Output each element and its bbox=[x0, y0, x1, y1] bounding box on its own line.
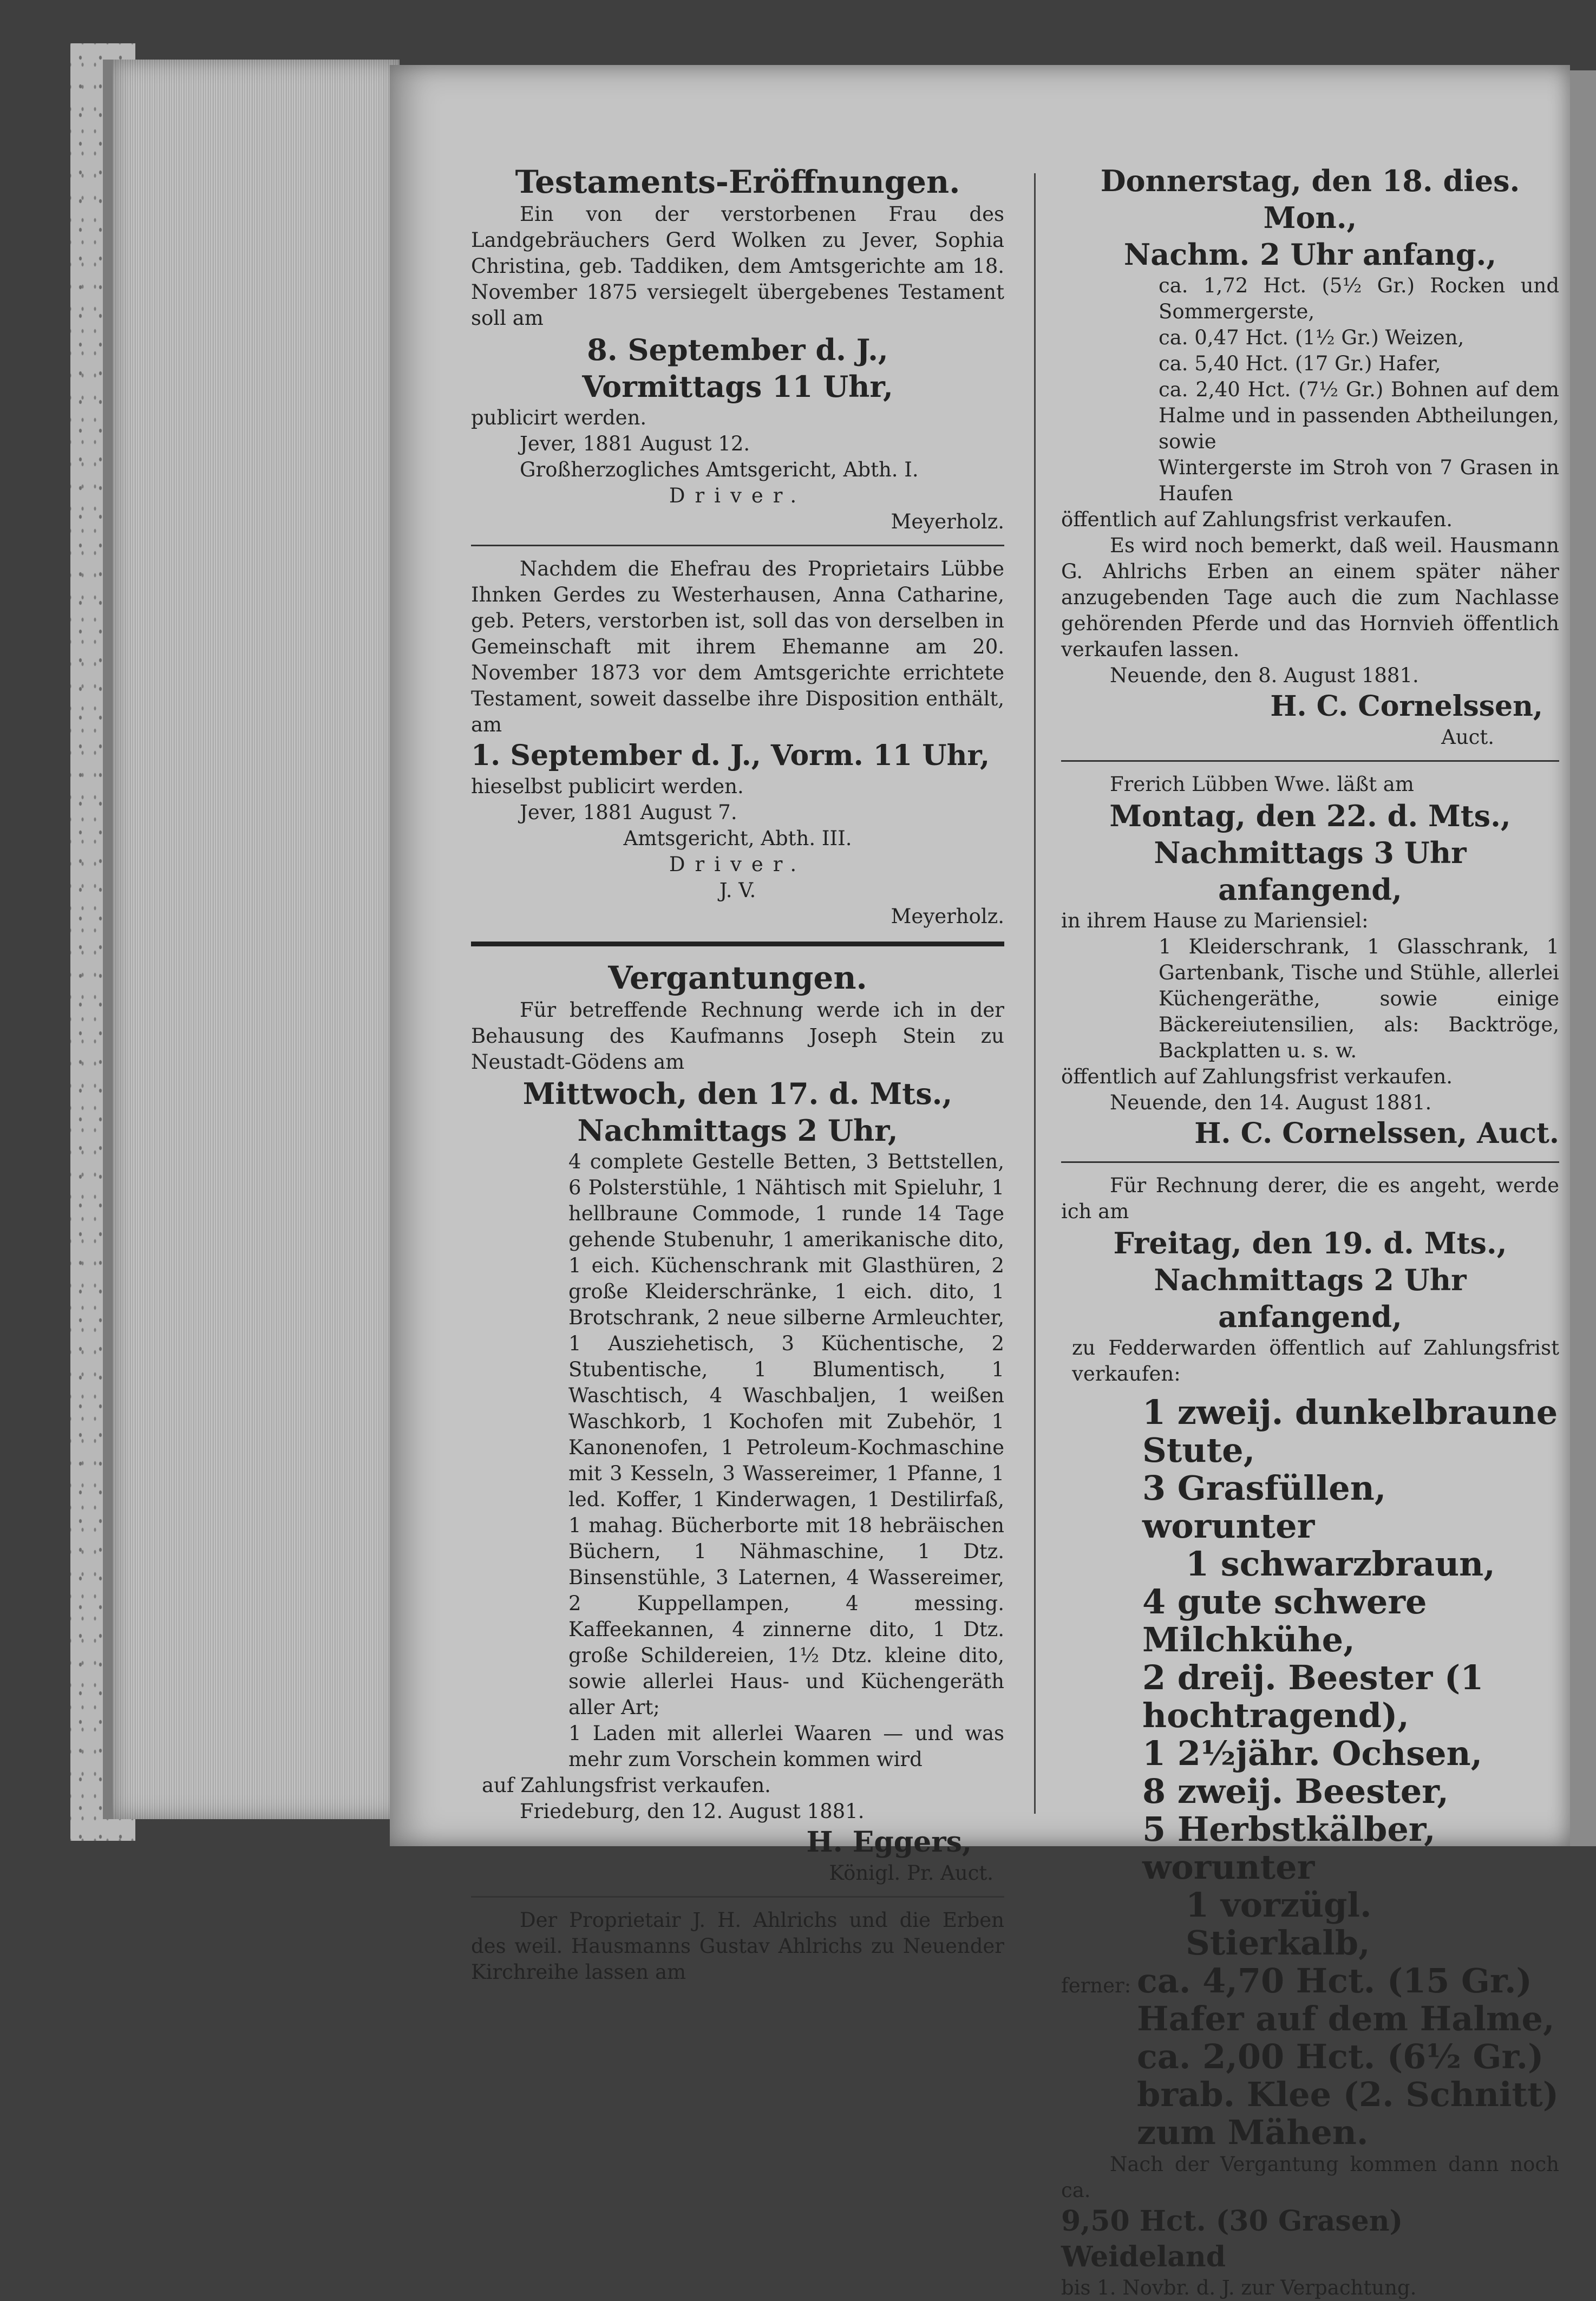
crop-line: ca. 2,00 Hct. (6½ Gr.) bbox=[1137, 2037, 1544, 2076]
notice-after: öffentlich auf Zahlungsfrist verkaufen. bbox=[1061, 508, 1453, 531]
livestock-line: 1 2½jähr. Ochsen, bbox=[1142, 1734, 1483, 1773]
notice-after: hieselbst publicirt werden. bbox=[471, 775, 744, 798]
livestock-line: 5 Herbstkälber, worunter bbox=[1142, 1809, 1436, 1887]
auction-item: Wintergerste im Stroh von 7 Grasen in Haufen bbox=[1159, 456, 1559, 505]
notice-time: Nachm. 2 Uhr anfang., bbox=[1123, 237, 1497, 272]
notice-location: in ihrem Hause zu Mariensiel: bbox=[1061, 909, 1369, 932]
notice-place: Neuende, den 14. August 1881. bbox=[1110, 1091, 1432, 1114]
auction-items: 1 Kleiderschrank, 1 Glasschrank, 1 Gartenbank, Tische und Stühle, allerlei Küchengeräthe, sowie einige Bäckereiutensilien, als: Backtröge, Backplatten u. s. w. bbox=[1159, 935, 1559, 1062]
testament-notice-1 bbox=[471, 162, 1004, 535]
notice-body: Für betreffende Rechnung werde ich in der Behausung des Kaufmanns Joseph Stein zu Neustadt-Gödens am bbox=[471, 998, 1004, 1074]
notice-after: auf Zahlungsfrist verkaufen. bbox=[482, 1774, 771, 1797]
notice-date: 8. September d. J., bbox=[587, 332, 888, 367]
left-column bbox=[471, 162, 1004, 1985]
notice-after: publicirt werden. bbox=[471, 406, 647, 429]
livestock-line: 4 gute schwere Milchkühe, bbox=[1142, 1582, 1427, 1659]
notice-date: Mittwoch, den 17. d. Mts., bbox=[522, 1076, 953, 1111]
auctioneer-name: H. Eggers, bbox=[806, 1826, 972, 1859]
livestock-list bbox=[1061, 1394, 1559, 1962]
notice-clerk: Meyerholz. bbox=[891, 905, 1004, 928]
notice-body: Nachdem die Ehefrau des Proprietairs Lübbe Ihnken Gerdes zu Westerhausen, Anna Catharine, geb. Peters, verstorben ist, soll das von derselben in Gemeinschaft mit ihrem Ehemanne am 20. November 1873 vor dem Amtsgerichte errichtete Testament, soweit dasselbe ihre Disposition enthält, am bbox=[471, 557, 1004, 736]
column-divider bbox=[1034, 173, 1036, 1814]
section-heading: Vergantungen. bbox=[608, 959, 867, 996]
notice-judge: Driver. bbox=[669, 853, 807, 876]
auction-item: ca. 5,40 Hct. (17 Gr.) Hafer, bbox=[1159, 352, 1441, 375]
notice-place: Jever, 1881 August 12. bbox=[520, 432, 750, 455]
livestock-line: 1 vorzügl. Stierkalb, bbox=[1186, 1885, 1372, 1963]
auctioneer-name: H. C. Cornelssen, bbox=[1270, 690, 1543, 723]
section-rule bbox=[1061, 1161, 1559, 1163]
section-heading: Testaments-Eröffnungen. bbox=[515, 164, 960, 200]
auction-item: ca. 0,47 Hct. (1½ Gr.) Weizen, bbox=[1159, 326, 1464, 349]
auction-items-2: 1 Laden mit allerlei Waaren — und was mehr zum Vorschein kommen wird bbox=[568, 1722, 1004, 1771]
facing-page-edge bbox=[1570, 70, 1596, 1846]
notice-court: Amtsgericht, Abth. III. bbox=[623, 827, 852, 850]
notice-note-end: bis 1. Novbr. d. J. zur Verpachtung. bbox=[1061, 2276, 1417, 2299]
notice-place: Neuende, den 8. August 1881. bbox=[1110, 664, 1419, 687]
livestock-line: 3 Grasfüllen, worunter bbox=[1142, 1468, 1386, 1546]
notice-location: zu Fedderwarden öffentlich auf Zahlungsfrist verkaufen: bbox=[1072, 1336, 1559, 1385]
notice-jv: J. V. bbox=[719, 879, 756, 902]
livestock-line: 1 schwarzbraun, bbox=[1186, 1544, 1495, 1584]
crop-line: Hafer auf dem Halme, bbox=[1137, 1999, 1555, 2038]
auction-items: 4 complete Gestelle Betten, 3 Bettstellen, 6 Polsterstühle, 1 Nähtisch mit Spieluhr, 1 hellbraune Commode, 1 runde 14 Tage gehende Stubenuhr, 1 amerikanische dito, 1 eich. Küchenschrank mit Glasthüren, 2 große Kleiderschränke, 1 eich. dito, 1 Brotschrank, 2 neue silberne Armleuchter, 1 Ausziehetisch, 3 Küchentische, 2 Stubentische, 1 Blumentisch, 1 Waschtisch, 4 Waschbaljen, 1 weißen Waschkorb, 1 Kochofen mit Zubehör, 1 Kanonenofen, 1 Petroleum-Kochmaschine mit 3 Kesseln, 3 Wassereimer, 1 Pfanne, 1 led. Koffer, 1 Kinderwagen, 1 Destilirfaß, 1 mahag. Bücherborte mit 18 hebräischen Büchern, 1 Nähmaschine, 1 Dtz. Binsenstühle, 3 Laternen, 4 Wassereimer, 2 Kuppellampen, 4 messing. Kaffeekannen, 4 zinnerne dito, 1 Dtz. große Schildereien, 1½ Dtz. kleine dito, sowie allerlei Haus- und Küchengeräth aller Art; bbox=[568, 1150, 1004, 1719]
notice-note: Es wird noch bemerkt, daß weil. Hausmann G. Ahlrichs Erben an einem später näher anzugebenden Tage auch die zum Nachlasse gehörenden Pferde und das Hornvieh öffentlich verkaufen lassen. bbox=[1061, 534, 1559, 661]
book-page-edges bbox=[103, 60, 400, 1819]
notice-intro: Für Rechnung derer, die es angeht, werde ich am bbox=[1061, 1174, 1559, 1223]
notice-body: Der Proprietair J. H. Ahlrichs und die Erben des weil. Hausmanns Gustav Ahlrichs zu Neuender Kirchreihe lassen am bbox=[471, 1908, 1004, 1984]
notice-date: Freitag, den 19. d. Mts., bbox=[1113, 1226, 1507, 1260]
notice-time: Vormittags 11 Uhr, bbox=[582, 369, 893, 404]
livestock-line: 2 dreij. Beester (1 hochtragend), bbox=[1142, 1658, 1484, 1735]
notice-place: Jever, 1881 August 7. bbox=[520, 801, 737, 824]
notice-body: Ein von der verstorbenen Frau des Landgebräuchers Gerd Wolken zu Jever, Sophia Christina, geb. Taddiken, dem Amtsgerichte am 18. November 1875 versiegelt übergebenes Testament soll am bbox=[471, 202, 1004, 330]
section-rule bbox=[1061, 760, 1559, 762]
section-rule bbox=[471, 545, 1004, 546]
auction-item: ca. 1,72 Hct. (5½ Gr.) Rocken und Sommergerste, bbox=[1159, 274, 1559, 323]
notice-intro: Frerich Lübben Wwe. läßt am bbox=[1110, 773, 1414, 796]
auction-notice-neuende-1 bbox=[1061, 162, 1559, 750]
crop-line: ca. 4,70 Hct. (15 Gr.) bbox=[1137, 1961, 1532, 2001]
auction-item: ca. 2,40 Hct. (7½ Gr.) Bohnen auf dem Halme und in passenden Abtheilungen, sowie bbox=[1159, 378, 1559, 453]
auction-notice-mariensiel bbox=[1061, 772, 1559, 1152]
auctioneer-title: Auct. bbox=[1441, 725, 1494, 749]
notice-time: Nachmittags 3 Uhr anfangend, bbox=[1154, 835, 1467, 907]
testament-notice-2 bbox=[471, 556, 1004, 930]
notice-after: öffentlich auf Zahlungsfrist verkaufen. bbox=[1061, 1065, 1453, 1088]
auction-notice-fedderwarden bbox=[1061, 1173, 1559, 2301]
notice-date: Donnerstag, den 18. dies. Mon., bbox=[1100, 164, 1520, 235]
ferner-label: ferner: bbox=[1061, 1974, 1131, 1997]
notice-court: Großherzogliches Amtsgericht, Abth. I. bbox=[520, 458, 919, 481]
livestock-line: 8 zweij. Beester, bbox=[1142, 1771, 1449, 1811]
crop-line: zum Mähen. bbox=[1137, 2113, 1369, 2152]
crop-list bbox=[1137, 1962, 1559, 2152]
section-rule bbox=[471, 1896, 1004, 1898]
auction-notice-friedeburg bbox=[471, 958, 1004, 1886]
notice-note: Nach der Vergantung kommen dann noch ca. bbox=[1061, 2153, 1559, 2202]
notice-judge: Driver. bbox=[669, 484, 807, 507]
ferner-row bbox=[1061, 1962, 1559, 2152]
notice-date: Montag, den 22. d. Mts., bbox=[1109, 799, 1511, 833]
auction-notice-ahlrichs bbox=[471, 1907, 1004, 1985]
section-thick-rule bbox=[471, 942, 1004, 946]
notice-date: 1. September d. J., Vorm. 11 Uhr, bbox=[471, 739, 990, 772]
right-column bbox=[1061, 162, 1559, 2301]
notice-place: Friedeburg, den 12. August 1881. bbox=[520, 1800, 865, 1823]
notice-clerk: Meyerholz. bbox=[891, 510, 1004, 533]
crop-line: brab. Klee (2. Schnitt) bbox=[1137, 2075, 1559, 2114]
auctioneer-name: H. C. Cornelssen, Auct. bbox=[1194, 1117, 1559, 1150]
notice-time: Nachmittags 2 Uhr anfangend, bbox=[1154, 1263, 1467, 1334]
livestock-line: 1 zweij. dunkelbraune Stute, bbox=[1142, 1393, 1558, 1470]
notice-note-highlight: 9,50 Hct. (30 Grasen) Weideland bbox=[1061, 2205, 1403, 2273]
notice-time: Nachmittags 2 Uhr, bbox=[577, 1113, 898, 1148]
auctioneer-title: Königl. Pr. Auct. bbox=[829, 1861, 993, 1885]
